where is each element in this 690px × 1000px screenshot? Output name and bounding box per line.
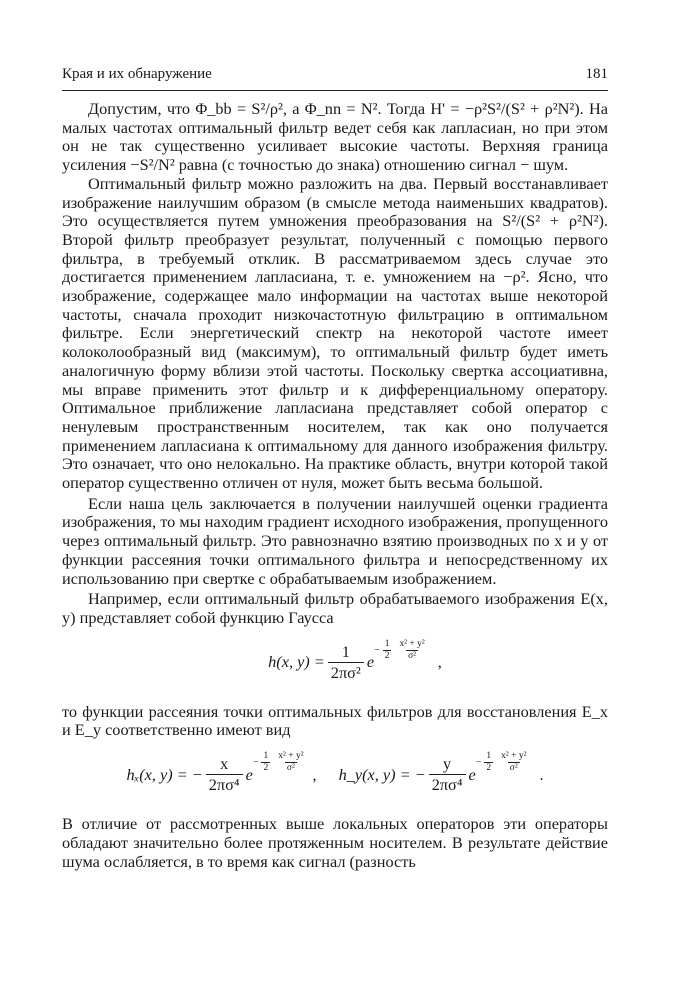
chapter-title: Края и их обнаружение: [62, 66, 212, 82]
formula-separator: ,: [312, 764, 317, 784]
hy-exp-half: [484, 751, 493, 774]
exp-ratio-den: σ²: [408, 650, 417, 661]
hx-fraction: [206, 754, 243, 795]
hx-lhs: hₓ(x, y) = −: [126, 764, 203, 784]
page-number: 181: [585, 66, 608, 82]
paragraph-4: Например, если оптимальный фильтр обрабатываемого изображения E(x, y) представляет собой функцию Гаусса: [62, 589, 608, 627]
hy-exp-ratio-den: σ²: [509, 763, 518, 774]
hy-lhs: h_y(x, y) = −: [338, 764, 426, 784]
hx-exp-sign: −: [252, 757, 259, 769]
exp-half-den: 2: [384, 650, 390, 661]
hx-exp-half-num: 1: [263, 751, 269, 762]
hx-exp-base: e: [245, 764, 253, 784]
exp-ratio-num: x² + y²: [399, 638, 425, 649]
fraction-numerator: 1: [341, 641, 350, 661]
formula-comma: ,: [437, 652, 442, 672]
running-header: [62, 66, 608, 83]
exp-half-num: 1: [384, 638, 390, 649]
hy-exp-ratio: [499, 751, 528, 774]
hx-exp-half: [261, 751, 270, 774]
header-rule: [62, 90, 608, 91]
hx-num: x: [220, 754, 229, 774]
page-body: [62, 100, 608, 871]
gauss-formula: [102, 638, 608, 683]
paragraph-3: Если наша цель заключается в получении наилучшей оценки градиента изображения, то мы находим градиент исходного изображения, пропущенного через оптимальный фильтр. Это равнозначно взятию производных по x и y от функции рассеяния точки оптимального фильтра и непосредственному их использованию при свертке с обрабатываемым изображением.: [62, 493, 608, 588]
hy-exp-sign: −: [475, 757, 482, 769]
hx-exp-ratio: [276, 751, 305, 774]
hy-exponent: [476, 751, 532, 774]
hx-exponent: [253, 751, 309, 774]
exp-ratio: [397, 639, 426, 662]
exp-base: e: [366, 652, 375, 672]
hy-exp-half-num: 1: [486, 751, 492, 762]
hy-exp-ratio-num: x² + y²: [501, 751, 527, 762]
hy-num: y: [443, 754, 452, 774]
hy-fraction: [429, 754, 466, 795]
hx-den: 2πσ⁴: [206, 774, 243, 795]
exponent: [374, 639, 430, 662]
hx-exp-half-den: 2: [263, 763, 269, 774]
hx-exp-ratio-num: x² + y²: [278, 751, 304, 762]
exp-half: [383, 639, 392, 662]
formula-lhs: h(x, y) =: [268, 652, 325, 672]
hx-exp-ratio-den: σ²: [286, 763, 295, 774]
paragraph-5: то функции рассеяния точки оптимальных фильтров для восстановления E_x и E_y соответственно имеют вид: [62, 701, 608, 740]
formula-fraction: [328, 642, 364, 683]
hy-den: 2πσ⁴: [429, 774, 466, 795]
fraction-denominator: 2πσ²: [328, 662, 364, 683]
hy-exp-base: e: [468, 764, 476, 784]
paragraph-1: Допустим, что Φ_bb = S²/ρ², а Φ_nn = N². Тогда H' = −ρ²S²/(S² + ρ²N²). На малых частотах оптимальный фильтр ведет себя как лапласиан, но при этом он не так существенно усиливает высокие частоты. Верхняя граница усиления −S²/N² равна (с точностью до знака) отношению сигнал − шум.: [62, 99, 608, 175]
exp-sign: −: [374, 644, 380, 656]
paragraph-6: В отличие от рассмотренных выше локальных операторов эти операторы обладают значительно более протяженным носителем. В результате действие шума ослабляется, в то время как сигнал (разность: [62, 814, 608, 871]
formula-period: .: [539, 764, 544, 784]
paragraph-2: Оптимальный фильтр можно разложить на два. Первый восстанавливает изображение наилучшим образом (в смысле метода наименьших квадратов). Это осуществляется путем умножения преобразования на S²/(S² + ρ²N²). Второй фильтр преобразует результат, полученный с помощью первого фильтра, в требуемый отклик. В рассматриваемом здесь случае это достигается применением лапласиана, т. е. умножением на −ρ². Ясно, что изображение, содержащее мало информации на частотах выше некоторой частоты, сначала проходит низкочастотную фильтрацию в оптимальном фильтре. Если энергетический спектр на некоторой частоте имеет колоколообразный вид (максимум), то оптимальный фильтр будет иметь аналогичную форму вблизи этой частоты. Поскольку свертка ассоциативна, мы вправе применить этот фильтр и к дифференциальному оператору. Оптимальное приближение лапласиана представляет собой оператор с ненулевым пространственным носителем, так как оно получается применением лапласиана к оптимальному для данного изображения фильтру. Это означает, что оно нелокально. На практике область, внутри которой такой оператор существенно отличен от нуля, может быть весьма большой.: [62, 173, 608, 493]
gradient-formulas: [62, 751, 608, 795]
hy-exp-half-den: 2: [486, 763, 492, 774]
